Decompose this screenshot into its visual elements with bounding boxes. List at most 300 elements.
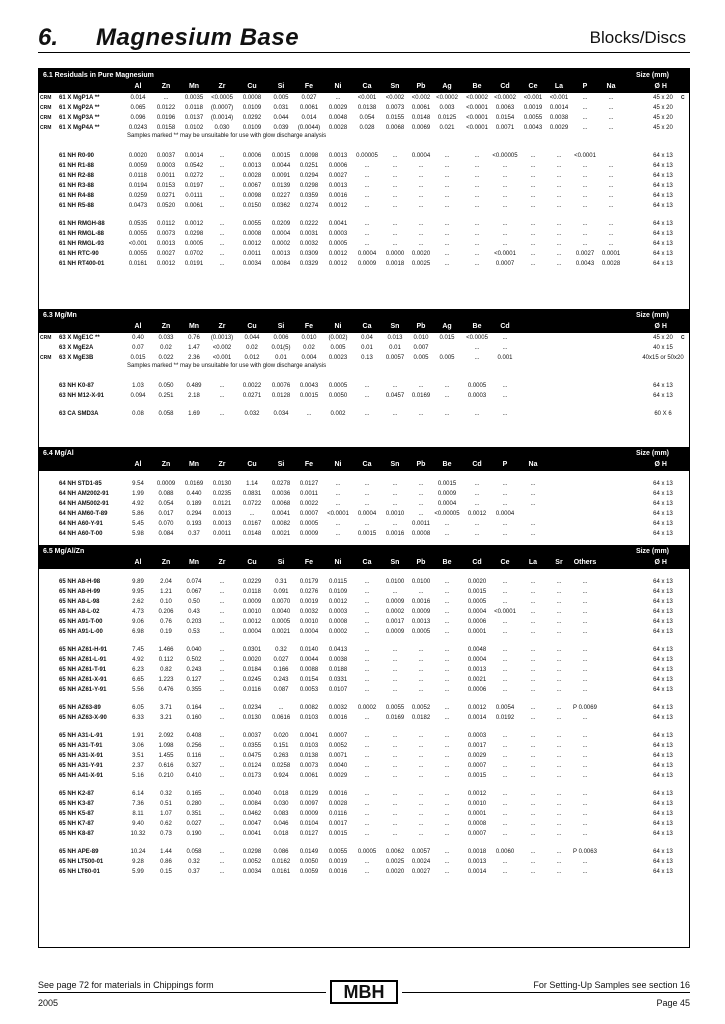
cell-value: ...: [582, 869, 588, 875]
sample-size: 64 x 13: [653, 609, 673, 615]
cell-value: ...: [582, 773, 588, 779]
sample-id: 61 NH R2-88: [59, 173, 95, 179]
cell-value: 9.28: [132, 859, 144, 865]
column-header: Ni: [334, 83, 342, 90]
cell-value: 0.0001: [467, 811, 487, 817]
cell-value: ...: [502, 203, 508, 209]
cell-value: ...: [556, 647, 562, 653]
cell-value: 0.0004: [467, 609, 487, 615]
sample-size: 64 x 13: [653, 251, 673, 257]
cell-value: 3.71: [160, 705, 172, 711]
table-row: [39, 627, 689, 637]
cell-value: ...: [556, 183, 562, 189]
cell-value: 0.0088: [299, 667, 319, 673]
cell-value: 1.91: [132, 733, 144, 739]
cell-value: 1.223: [158, 677, 174, 683]
column-header: Mn: [188, 461, 200, 468]
cell-value: 0.094: [130, 393, 146, 399]
sample-id: 65 NH A8-L-02: [59, 609, 100, 615]
sample-id: 63 CA SMD3A: [59, 411, 99, 417]
cell-value: 0.0004: [357, 511, 377, 517]
cell-value: 0.410: [186, 773, 202, 779]
cell-value: 0.0007: [467, 763, 487, 769]
cell-value: ...: [364, 733, 370, 739]
cell-value: ...: [582, 115, 588, 121]
column-header: Ni: [334, 559, 342, 566]
cell-value: 0.0020: [242, 657, 262, 663]
cell-value: ...: [392, 241, 398, 247]
cell-value: 0.210: [158, 773, 174, 779]
cell-value: 0.0003: [328, 231, 348, 237]
cell-value: 0.0004: [357, 251, 377, 257]
cell-value: ...: [219, 393, 225, 399]
cell-value: 0.0013: [467, 859, 487, 865]
cell-value: ...: [219, 153, 225, 159]
table-row: [39, 617, 689, 627]
sample-id: 63 X MgE1C **: [59, 335, 100, 341]
cell-value: 0.0129: [299, 791, 319, 797]
cell-value: 0.0073: [299, 763, 319, 769]
cell-value: 0.0137: [184, 115, 204, 121]
cell-value: 0.0015: [437, 481, 457, 487]
cell-value: 0.0029: [328, 773, 348, 779]
cell-value: ...: [392, 193, 398, 199]
cell-value: 0.0169: [411, 393, 431, 399]
sample-id: 65 NH K2-87: [59, 791, 95, 797]
sample-size: 64 x 13: [653, 733, 673, 739]
footer-setup-note: For Setting-Up Samples see section 16: [533, 980, 690, 990]
cell-value: <0.0002: [466, 95, 488, 101]
cell-value: ...: [502, 599, 508, 605]
cell-value: 0.0016: [385, 531, 405, 537]
column-header: Si: [277, 323, 285, 330]
cell-value: ...: [219, 609, 225, 615]
cell-value: 0.82: [160, 667, 172, 673]
cell-value: ...: [582, 657, 588, 663]
cell-value: 0.0182: [411, 715, 431, 721]
cell-value: ...: [582, 687, 588, 693]
cell-value: 0.0005: [299, 521, 319, 527]
cell-value: 0.0005: [328, 241, 348, 247]
cell-value: ...: [364, 677, 370, 683]
column-header: Ca: [362, 461, 372, 468]
table-row: [39, 771, 689, 781]
cell-value: ...: [219, 801, 225, 807]
cell-value: 0.01: [389, 345, 401, 351]
cell-value: 2.62: [132, 599, 144, 605]
cell-value: ...: [530, 743, 536, 749]
cell-value: 0.0055: [328, 849, 348, 855]
cell-value: 0.0073: [385, 105, 405, 111]
cell-value: 0.62: [160, 821, 172, 827]
cell-value: ...: [444, 667, 450, 673]
cell-value: 0.0154: [299, 677, 319, 683]
sample-size: 64 x 13: [653, 753, 673, 759]
cell-value: 0.0003: [467, 393, 487, 399]
cell-value: ...: [582, 629, 588, 635]
cell-value: ...: [219, 231, 225, 237]
cell-value: 0.02: [246, 345, 258, 351]
cell-value: ...: [530, 821, 536, 827]
column-header: Si: [277, 461, 285, 468]
column-header: Ag: [442, 83, 452, 90]
cell-value: 0.0032: [328, 705, 348, 711]
cell-value: ...: [444, 657, 450, 663]
cell-value: ...: [392, 183, 398, 189]
cell-value: ...: [219, 261, 225, 267]
cell-value: 1.03: [132, 383, 144, 389]
cell-value: 0.0009: [299, 811, 319, 817]
cell-value: 0.086: [273, 849, 289, 855]
cell-value: ...: [556, 599, 562, 605]
sample-id: 65 NH AZ63-89: [59, 705, 101, 711]
cell-value: ...: [502, 753, 508, 759]
cell-value: 0.0301: [242, 647, 262, 653]
sample-id: 65 NH A31-L-91: [59, 733, 103, 739]
cell-value: 0.0069: [411, 125, 431, 131]
cell-value: 5.98: [132, 531, 144, 537]
cell-value: ...: [444, 183, 450, 189]
cell-value: ...: [474, 183, 480, 189]
cell-value: 0.007: [413, 345, 429, 351]
cell-value: ...: [418, 753, 424, 759]
cell-value: 0.0068: [271, 501, 291, 507]
cell-value: 0.0722: [242, 501, 262, 507]
cell-value: 0.005: [330, 345, 346, 351]
cell-value: ...: [418, 811, 424, 817]
cell-value: ...: [530, 715, 536, 721]
cell-value: 2.18: [188, 393, 200, 399]
size-header: Size (mm): [635, 450, 669, 457]
cell-value: 0.189: [186, 501, 202, 507]
cell-value: 0.0155: [385, 115, 405, 121]
cell-value: ...: [392, 773, 398, 779]
cell-value: ...: [444, 733, 450, 739]
cell-value: ...: [556, 849, 562, 855]
sample-id: 65 NH A8-L-98: [59, 599, 100, 605]
cell-value: 10.32: [130, 831, 146, 837]
cell-value: 0.084: [158, 531, 174, 537]
cell-value: 0.0019: [328, 859, 348, 865]
cell-value: ...: [556, 221, 562, 227]
sample-size: 64 x 13: [653, 193, 673, 199]
cell-value: 0.0001: [467, 629, 487, 635]
cell-value: 0.0034: [242, 261, 262, 267]
footer-rule-right: [402, 992, 690, 993]
cell-value: 5.16: [132, 773, 144, 779]
cell-value: 0.003: [439, 105, 455, 111]
cell-value: 0.018: [273, 791, 289, 797]
cell-value: 0.0138: [357, 105, 377, 111]
cell-value: ...: [474, 261, 480, 267]
cell-value: 0.0128: [271, 393, 291, 399]
cell-value: 0.087: [273, 687, 289, 693]
column-header: Be: [472, 83, 482, 90]
cell-value: 0.37: [188, 531, 200, 537]
sample-size: 64 x 13: [653, 481, 673, 487]
cell-value: ...: [502, 521, 508, 527]
cell-value: ...: [502, 677, 508, 683]
cell-value: 0.0061: [184, 203, 204, 209]
cell-value: 0.243: [273, 677, 289, 683]
cell-value: 0.0014: [184, 153, 204, 159]
sample-size: 45 x 20: [653, 115, 673, 121]
cell-value: 0.0475: [242, 753, 262, 759]
cell-value: 0.039: [273, 125, 289, 131]
column-header: Na: [528, 461, 538, 468]
cell-value: ...: [502, 667, 508, 673]
cell-value: ...: [502, 821, 508, 827]
size-header: Size (mm): [635, 72, 669, 79]
cell-value: 0.0148: [242, 531, 262, 537]
cell-value: ...: [364, 667, 370, 673]
cell-value: 0.0004: [299, 629, 319, 635]
cell-value: ...: [364, 173, 370, 179]
cell-value: 0.190: [186, 831, 202, 837]
cell-value: ...: [556, 801, 562, 807]
column-header: Cu: [247, 323, 257, 330]
cell-value: 0.0009: [156, 481, 176, 487]
column-header: Zr: [218, 461, 226, 468]
cell-value: 0.0013: [212, 511, 232, 517]
cell-value: ...: [530, 599, 536, 605]
cell-value: 0.164: [186, 705, 202, 711]
cell-value: ...: [364, 811, 370, 817]
cell-value: 0.294: [186, 511, 202, 517]
table-row: [39, 857, 689, 867]
sample-id: 61 X MgP2A **: [59, 105, 100, 111]
cell-value: 0.0041: [299, 733, 319, 739]
cell-value: ...: [219, 383, 225, 389]
sample-id: 61 NH R3-88: [59, 183, 95, 189]
column-header: La: [528, 559, 538, 566]
size-subheader: Ø H: [654, 461, 667, 468]
cell-value: 0.0162: [271, 859, 291, 865]
cell-value: ...: [364, 393, 370, 399]
column-header: Na: [606, 83, 616, 90]
sample-size: 64 x 13: [653, 521, 673, 527]
cell-value: 0.0012: [328, 261, 348, 267]
cell-value: 0.0015: [357, 531, 377, 537]
column-header: Ca: [362, 323, 372, 330]
cell-value: 0.0068: [385, 125, 405, 131]
table-row: [39, 249, 689, 259]
cell-value: 0.0040: [328, 763, 348, 769]
cell-value: ...: [530, 687, 536, 693]
sample-id: 65 NH A91-L-00: [59, 629, 103, 635]
cell-value: 0.0702: [184, 251, 204, 257]
sample-size: 45 x 20: [653, 335, 673, 341]
cell-value: 7.36: [132, 801, 144, 807]
cell-value: 6.14: [132, 791, 144, 797]
cell-value: 0.0831: [242, 491, 262, 497]
cell-value: 0.0102: [184, 125, 204, 131]
column-header: Sn: [390, 559, 400, 566]
cell-value: 0.0138: [299, 753, 319, 759]
table-row: [39, 229, 689, 239]
cell-value: 6.65: [132, 677, 144, 683]
cell-value: ...: [219, 579, 225, 585]
cell-value: 0.0052: [411, 705, 431, 711]
cell-value: ...: [444, 821, 450, 827]
cell-value: 0.08: [132, 411, 144, 417]
cell-value: ...: [444, 251, 450, 257]
column-header: Fe: [304, 559, 314, 566]
cell-value: 0.0013: [467, 667, 487, 673]
cell-value: ...: [502, 687, 508, 693]
cell-value: ...: [364, 183, 370, 189]
sample-size: 64 x 13: [653, 261, 673, 267]
table-row: [39, 161, 689, 171]
cell-value: 0.0169: [385, 715, 405, 721]
cell-value: 0.002: [330, 411, 346, 417]
cell-value: 0.0015: [299, 393, 319, 399]
cell-value: 0.0009: [411, 609, 431, 615]
cell-value: ...: [444, 791, 450, 797]
cell-value: 0.0149: [299, 849, 319, 855]
cell-value: ...: [444, 773, 450, 779]
cell-value: 0.0012: [242, 619, 262, 625]
column-header: P: [582, 83, 588, 90]
cell-value: ...: [582, 619, 588, 625]
sample-id: 61 X MgP4A **: [59, 125, 100, 131]
cell-value: ...: [392, 687, 398, 693]
cell-value: ...: [582, 791, 588, 797]
cell-value: 0.032: [244, 411, 260, 417]
column-header: Sn: [390, 83, 400, 90]
cell-value: ...: [392, 763, 398, 769]
column-header: Cu: [247, 559, 257, 566]
cell-value: ...: [582, 859, 588, 865]
cell-value: 0.0006: [467, 687, 487, 693]
section-3: [39, 447, 689, 537]
cell-value: ...: [444, 619, 450, 625]
table-row: [39, 847, 689, 857]
cell-value: ...: [444, 609, 450, 615]
cell-value: 7.45: [132, 647, 144, 653]
cell-value: 0.32: [160, 791, 172, 797]
cell-value: ...: [364, 521, 370, 527]
section-2: [39, 309, 689, 417]
cell-value: <0.002: [411, 95, 431, 101]
cell-value: ...: [364, 831, 370, 837]
column-header: Ca: [362, 559, 372, 566]
cell-value: ...: [502, 411, 508, 417]
cell-value: 0.0040: [242, 791, 262, 797]
cell-value: 2.37: [132, 763, 144, 769]
cell-value: 0.40: [132, 335, 144, 341]
cell-value: 0.0271: [242, 393, 262, 399]
cell-value: ...: [608, 105, 614, 111]
cell-value: 0.13: [361, 355, 373, 361]
cell-value: 0.0002: [385, 609, 405, 615]
cell-value: 0.088: [158, 491, 174, 497]
cell-value: ...: [556, 667, 562, 673]
cell-value: ...: [219, 647, 225, 653]
cell-value: ...: [556, 705, 562, 711]
table-row: [39, 789, 689, 799]
cell-value: ...: [582, 95, 588, 101]
cell-value: 0.083: [273, 811, 289, 817]
cell-value: <0.0001: [574, 153, 596, 159]
cell-value: 0.0020: [411, 251, 431, 257]
sample-id: 65 NH AZ63-X-90: [59, 715, 107, 721]
cell-value: ...: [530, 667, 536, 673]
cell-value: ...: [502, 193, 508, 199]
cell-value: 0.0013: [242, 163, 262, 169]
cell-value: 0.0003: [156, 163, 176, 169]
column-header: Pb: [416, 559, 426, 566]
cell-value: 0.0005: [467, 383, 487, 389]
cell-value: <0.0001: [466, 105, 488, 111]
cell-value: 0.027: [301, 95, 317, 101]
cell-value: ...: [444, 393, 450, 399]
cell-value: 9.06: [132, 619, 144, 625]
cell-value: ...: [418, 203, 424, 209]
sample-size: 64 x 13: [653, 869, 673, 875]
cell-value: 0.0109: [242, 105, 262, 111]
crm-label: CRM: [40, 335, 52, 341]
chapter-header: [38, 24, 690, 53]
cell-value: ...: [502, 345, 508, 351]
cell-value: 0.0008: [242, 95, 262, 101]
sample-size: 64 x 13: [653, 849, 673, 855]
cell-value: ...: [502, 481, 508, 487]
table-row: [39, 201, 689, 211]
cell-value: 0.0258: [271, 763, 291, 769]
cell-value: 0.0118: [243, 589, 261, 595]
cell-value: ...: [502, 241, 508, 247]
cell-value: 0.327: [186, 763, 202, 769]
cell-value: ...: [444, 163, 450, 169]
sample-size: 60 X 6: [654, 411, 672, 417]
cell-value: 0.0192: [495, 715, 515, 721]
cell-value: 0.0029: [549, 125, 569, 131]
cell-value: 0.0000: [385, 251, 405, 257]
cell-value: ...: [582, 579, 588, 585]
sample-size: 64 x 13: [653, 163, 673, 169]
cell-value: <0.0001: [494, 251, 516, 257]
cell-value: ...: [418, 411, 424, 417]
cell-value: ...: [418, 687, 424, 693]
cell-value: 0.0036: [271, 491, 291, 497]
cell-value: ...: [418, 821, 424, 827]
column-header: Zr: [218, 323, 226, 330]
cell-value: ...: [502, 763, 508, 769]
cell-value: ...: [582, 763, 588, 769]
column-header: Cd: [472, 461, 482, 468]
cell-value: ...: [219, 859, 225, 865]
column-header: Fe: [304, 83, 314, 90]
cell-value: 0.0031: [299, 231, 319, 237]
cell-value: 0.0070: [271, 599, 291, 605]
sample-size: 64 x 13: [653, 667, 673, 673]
sample-size: 64 x 13: [653, 579, 673, 585]
cell-value: ...: [556, 763, 562, 769]
cell-value: 0.408: [186, 733, 202, 739]
cell-value: ...: [530, 763, 536, 769]
cell-value: 2.36: [188, 355, 200, 361]
cell-value: ...: [474, 221, 480, 227]
cell-value: ...: [556, 251, 562, 257]
cell-value: ...: [306, 411, 312, 417]
cell-value: ...: [474, 491, 480, 497]
sample-size: 64 x 13: [653, 677, 673, 683]
cell-value: 0.0011: [157, 173, 175, 179]
certified-mark: C: [681, 95, 685, 101]
cell-value: 0.0271: [156, 193, 176, 199]
cell-value: ...: [418, 743, 424, 749]
